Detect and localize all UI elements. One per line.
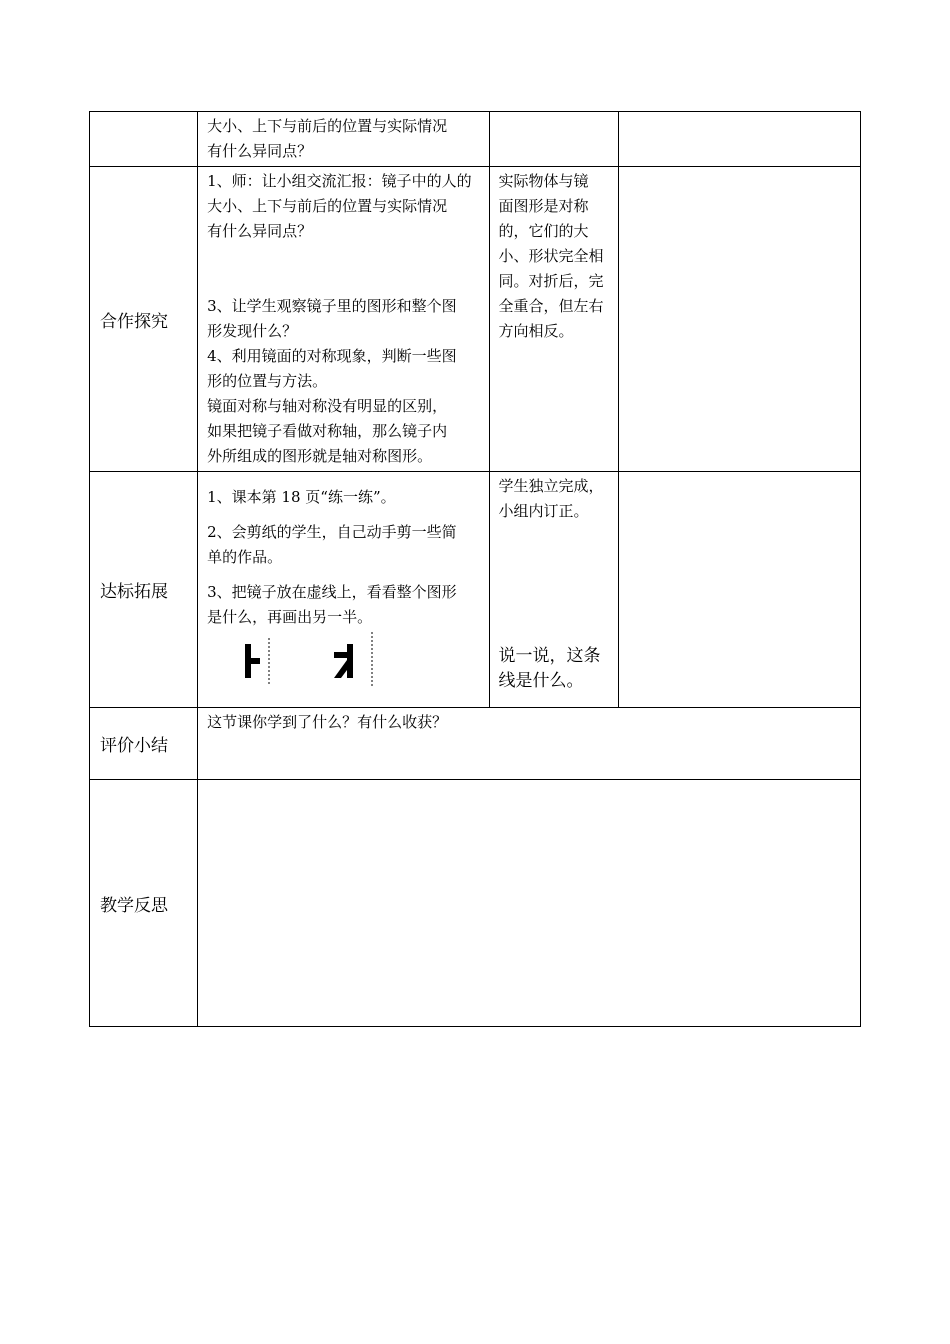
cell-notes — [618, 167, 860, 472]
text-line: 3、把镜子放在虚线上，看看整个图形 — [207, 583, 457, 601]
row-teaching-reflection — [90, 780, 861, 1027]
row-label: 合作探究 — [90, 167, 198, 472]
text-line: 如果把镜子看做对称轴，那么镜子内 — [207, 422, 448, 440]
cell-notes — [618, 112, 860, 167]
text-line: 面图形是对称 — [498, 197, 589, 215]
text-line: 有什么异同点？ — [207, 142, 313, 160]
half-shape-2 — [334, 644, 353, 678]
cell-intent — [489, 472, 618, 708]
text-line: 全重合，但左右 — [498, 297, 604, 315]
text-line: 1、师：让小组交流汇报：镜子中的人的 — [207, 172, 472, 190]
text-line: 是什么，再画出另一半。 — [207, 608, 373, 626]
text-line: 2、会剪纸的学生，自己动手剪一些简 — [207, 523, 457, 541]
text-line: 实际物体与镜 — [498, 172, 589, 190]
half-shape-figures — [207, 630, 407, 690]
row-practice-extension — [90, 472, 861, 708]
cell-intent — [489, 167, 618, 472]
row-cooperative-inquiry — [90, 167, 861, 472]
mirror-half-figures — [207, 630, 480, 690]
text-line: 线是什么。 — [498, 671, 584, 691]
text-line: 这节课你学到了什么？有什么收获？ — [207, 713, 448, 731]
text-line: 小组内订正。 — [498, 502, 589, 520]
text-line: 有什么异同点？ — [207, 222, 313, 240]
row-label: 评价小结 — [90, 708, 198, 780]
row-evaluation-summary — [90, 708, 861, 780]
lesson-plan-table — [89, 111, 861, 1027]
text-line: 单的作品。 — [207, 548, 283, 566]
cell-reflection — [198, 780, 861, 1027]
cell-intent — [489, 112, 618, 167]
text-line: 大小、上下与前后的位置与实际情况 — [207, 117, 448, 135]
text-line: 方向相反。 — [498, 322, 574, 340]
row-label: 达标拓展 — [90, 472, 198, 708]
row-continued — [90, 112, 861, 167]
row-label: 教学反思 — [90, 780, 198, 1027]
spacer — [207, 510, 480, 520]
text-line: 同。对折后，完 — [498, 272, 604, 290]
text-line: 形发现什么？ — [207, 322, 298, 340]
text-line: 说一说，这条 — [498, 646, 601, 666]
half-shape-1 — [245, 644, 260, 678]
text-line: 镜面对称与轴对称没有明显的区别， — [207, 397, 448, 415]
text-line: 4、利用镜面的对称现象，判断一些图 — [207, 347, 457, 365]
text-line: 小、形状完全相 — [498, 247, 604, 265]
text-line: 大小、上下与前后的位置与实际情况 — [207, 197, 448, 215]
spacer — [207, 570, 480, 580]
spacer — [207, 269, 480, 294]
text-line: 1、课本第 18 页“练一练”。 — [207, 488, 396, 506]
spacer — [207, 244, 480, 269]
text-line: 外所组成的图形就是轴对称图形。 — [207, 447, 433, 465]
text-line: 形的位置与方法。 — [207, 372, 328, 390]
cell-activity — [198, 112, 489, 167]
cell-activity — [198, 167, 489, 472]
cell-activity — [198, 472, 489, 708]
cell-summary — [198, 708, 861, 780]
text-line: 学生独立完成， — [498, 477, 604, 495]
text-line: 的，它们的大 — [498, 222, 589, 240]
cell-notes — [618, 472, 860, 708]
cell-label-empty — [90, 112, 198, 167]
text-line: 3、让学生观察镜子里的图形和整个图 — [207, 297, 457, 315]
